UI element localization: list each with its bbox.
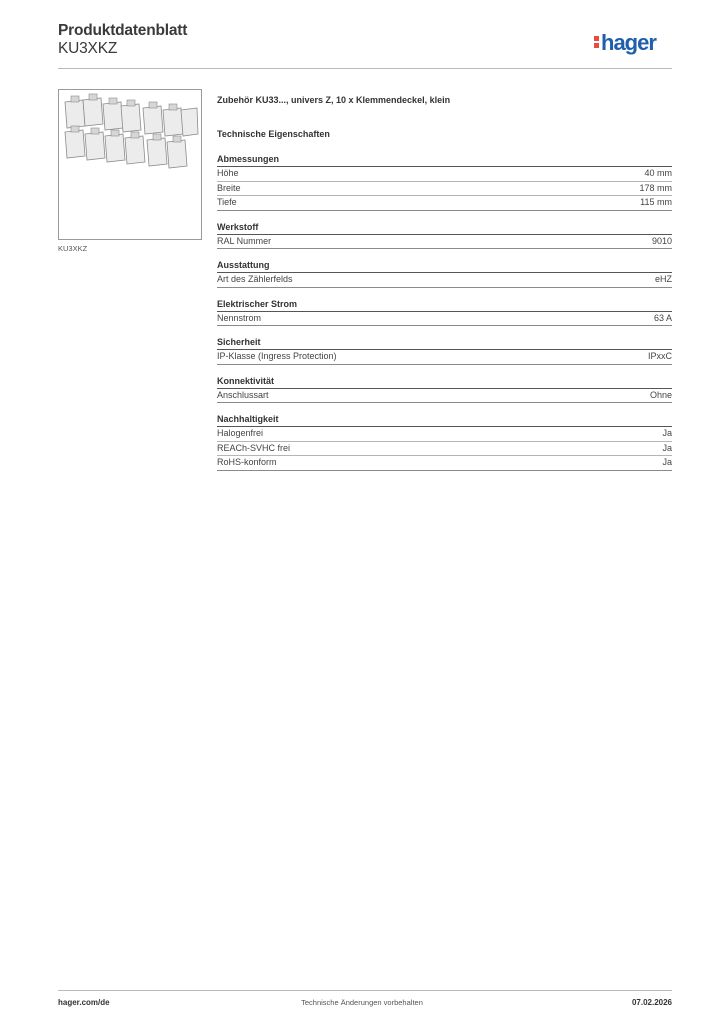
spec-row bbox=[217, 273, 672, 288]
spec-row bbox=[217, 196, 672, 211]
spec-label: Breite bbox=[217, 182, 241, 193]
hager-logo[interactable] bbox=[594, 30, 656, 56]
spec-section bbox=[217, 337, 672, 365]
spec-row bbox=[217, 312, 672, 327]
spec-label: Art des Zählerfelds bbox=[217, 274, 293, 284]
header-divider bbox=[58, 68, 672, 69]
spec-section bbox=[217, 154, 672, 211]
spec-content bbox=[217, 95, 672, 471]
section-heading: Abmessungen bbox=[217, 154, 672, 167]
section-heading: Nachhaltigkeit bbox=[217, 414, 672, 427]
spec-value: Ja bbox=[662, 428, 672, 438]
technical-properties-heading: Technische Eigenschaften bbox=[217, 129, 330, 139]
spec-row bbox=[217, 182, 672, 197]
spec-label: Tiefe bbox=[217, 197, 237, 207]
spec-row bbox=[217, 350, 672, 365]
section-heading: Sicherheit bbox=[217, 337, 672, 350]
page-title: Produktdatenblatt bbox=[58, 22, 188, 39]
footer-divider bbox=[58, 990, 672, 991]
spec-sections bbox=[217, 154, 672, 471]
spec-section bbox=[217, 376, 672, 404]
spec-section bbox=[217, 260, 672, 288]
footer-date: 07.02.2026 bbox=[631, 998, 672, 1007]
section-heading: Elektrischer Strom bbox=[217, 299, 672, 312]
footer-note: Technische Änderungen vorbehalten bbox=[301, 998, 423, 1007]
terminal-covers-image bbox=[59, 90, 201, 239]
spec-row bbox=[217, 442, 672, 457]
section-heading: Ausstattung bbox=[217, 260, 672, 273]
section-heading: Werkstoff bbox=[217, 222, 672, 235]
footer-website[interactable]: hager.com/de bbox=[58, 998, 110, 1007]
logo-text: hager bbox=[601, 30, 656, 55]
spec-value: 178 mm bbox=[639, 182, 672, 193]
spec-value: eHZ bbox=[654, 274, 672, 284]
spec-value: Ja bbox=[662, 442, 672, 453]
spec-value: 115 mm bbox=[640, 197, 672, 207]
logo-dots-icon bbox=[594, 30, 600, 50]
product-description: Zubehör KU33..., univers Z, 10 x Klemmendeckel, klein bbox=[217, 95, 451, 105]
spec-section bbox=[217, 222, 672, 250]
spec-label: RAL Nummer bbox=[217, 235, 272, 246]
product-image bbox=[58, 89, 202, 240]
spec-value: 9010 bbox=[651, 235, 672, 246]
spec-label: REACh-SVHC frei bbox=[217, 442, 291, 453]
spec-row bbox=[217, 427, 672, 442]
spec-row bbox=[217, 389, 672, 404]
spec-section bbox=[217, 414, 672, 471]
spec-value: 63 A bbox=[653, 312, 672, 323]
section-heading: Konnektivität bbox=[217, 376, 672, 389]
spec-row bbox=[217, 235, 672, 250]
spec-label: Nennstrom bbox=[217, 312, 262, 323]
spec-label: RoHS-konform bbox=[217, 457, 277, 467]
spec-value: 40 mm bbox=[644, 168, 672, 178]
spec-section bbox=[217, 299, 672, 327]
image-caption: KU3XKZ bbox=[58, 244, 88, 253]
spec-label: IP-Klasse (Ingress Protection) bbox=[217, 351, 337, 361]
spec-label: Anschlussart bbox=[217, 389, 269, 400]
spec-value: Ohne bbox=[649, 389, 672, 400]
spec-label: Höhe bbox=[217, 168, 239, 178]
spec-label: Halogenfrei bbox=[217, 428, 264, 438]
spec-row bbox=[217, 167, 672, 182]
spec-row bbox=[217, 456, 672, 471]
spec-value: IPxxC bbox=[647, 351, 672, 361]
spec-value: Ja bbox=[662, 457, 672, 467]
product-code: KU3XKZ bbox=[58, 40, 118, 57]
